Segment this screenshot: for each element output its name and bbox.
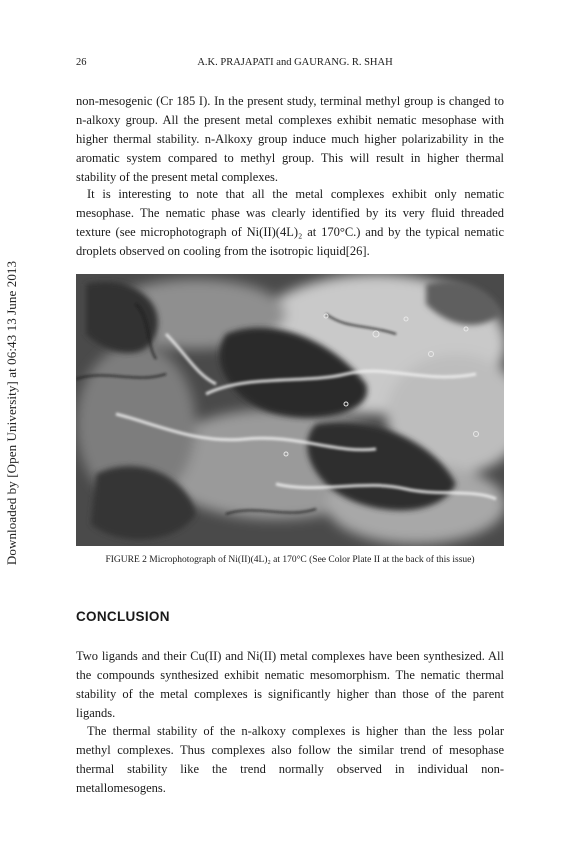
page-number: 26: [76, 57, 87, 68]
microphotograph-image: [76, 274, 504, 546]
download-watermark-text: Downloaded by [Open University] at 06:43 13 June 2013: [4, 260, 19, 566]
microphotograph-figure: [76, 274, 504, 546]
paragraph-1: non-mesogenic (Cr 185 I). In the present study, terminal methyl group is changed to n-alkoxy group. All the present metal complexes exhibit nematic mesophase with higher thermal stability. n-Alkoxy group induce much higher polarizability in the aromatic system compared to methyl group. This will result in higher thermal stability of the present metal complexes.: [76, 94, 504, 184]
conclusion-paragraph-1: Two ligands and their Cu(II) and Ni(II) metal complexes have been synthesized. All the compounds synthesized exhibit nematic mesomorphism. The nematic thermal stability of the metal complexes is significantly higher than those of the parent ligands.: [76, 649, 504, 720]
conclusion-paragraph-2: The thermal stability of the n-alkoxy complexes is higher than the less polar methyl complexes. Thus complexes also follow the similar trend of mesophase thermal stability like the trend normally observed in individual non-metallomesogens.: [76, 724, 504, 795]
section-heading: CONCLUSION: [76, 609, 170, 624]
figure-caption: FIGURE 2 Microphotograph of Ni(II)(4L)₂ at 170°C (See Color Plate II at the back of this issue): [105, 555, 475, 565]
running-head: A.K. PRAJAPATI and GAURANG. R. SHAH: [197, 57, 393, 68]
download-watermark: [2, 218, 22, 608]
page-header: [76, 57, 504, 73]
paragraph-2: It is interesting to note that all the metal complexes exhibit only nematic mesophase. The nematic phase was clearly identified by its very fluid threaded texture (see microphotograph of Ni(II)(4L)₂ at 170°C.) and by the typical nematic droplets observed on cooling from the isotropic liquid[26].: [76, 187, 504, 258]
